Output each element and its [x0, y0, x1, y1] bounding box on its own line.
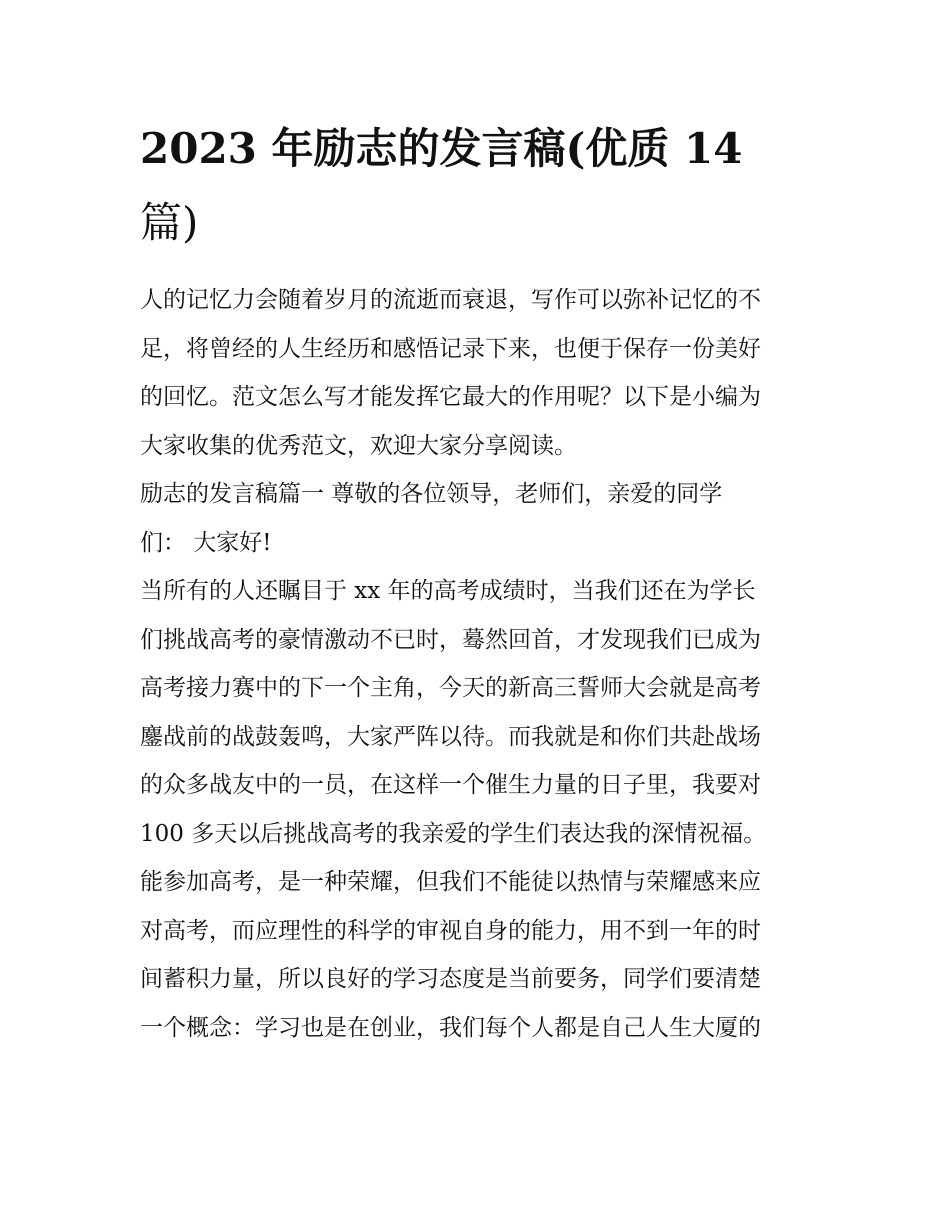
body-line: 高考接力赛中的下一个主角，今天的新高三誓师大会就是高考	[140, 675, 761, 701]
document-title	[140, 112, 820, 260]
body-line: 间蓄积力量，所以良好的学习态度是当前要务，同学们要清楚	[140, 966, 761, 992]
body-line: 一个概念：学习也是在创业，我们每个人都是自己人生大厦的	[140, 1014, 761, 1041]
body-line: 励志的发言稿篇一 尊敬的各位领导，老师们，亲爱的同学	[140, 481, 723, 507]
body-line: 的回忆。范文怎么写才能发挥它最大的作用呢？以下是小编为	[140, 384, 761, 410]
body-line: 对高考，而应理性的科学的审视自身的能力，用不到一年的时	[140, 917, 761, 944]
title-line-1: 2023 年励志的发言稿(优质 14	[140, 124, 743, 173]
body-line: 大家收集的优秀范文，欢迎大家分享阅读。	[140, 432, 577, 459]
body-line: 100 多天以后挑战高考的我亲爱的学生们表达我的深情祝福。	[140, 820, 767, 847]
body-line: 们： 大家好!	[140, 529, 272, 556]
body-line: 能参加高考，是一种荣耀，但我们不能徒以热情与荣耀感来应	[140, 869, 761, 895]
body-line: 们挑战高考的豪情激动不已时，蓦然回首，才发现我们已成为	[140, 626, 761, 653]
body-line: 足，将曾经的人生经历和感悟记录下来，也便于保存一份美好	[140, 335, 761, 362]
body-line: 当所有的人还瞩目于 xx 年的高考成绩时，当我们还在为学长	[140, 578, 756, 604]
body-line: 鏖战前的战鼓轰鸣，大家严阵以待。而我就是和你们共赴战场	[140, 723, 761, 750]
title-line-2: 篇)	[140, 198, 199, 247]
document-body	[140, 276, 830, 1052]
body-line: 人的记忆力会随着岁月的流逝而衰退，写作可以弥补记忆的不	[140, 287, 761, 313]
body-line: 的众多战友中的一员，在这样一个催生力量的日子里，我要对	[140, 772, 761, 798]
